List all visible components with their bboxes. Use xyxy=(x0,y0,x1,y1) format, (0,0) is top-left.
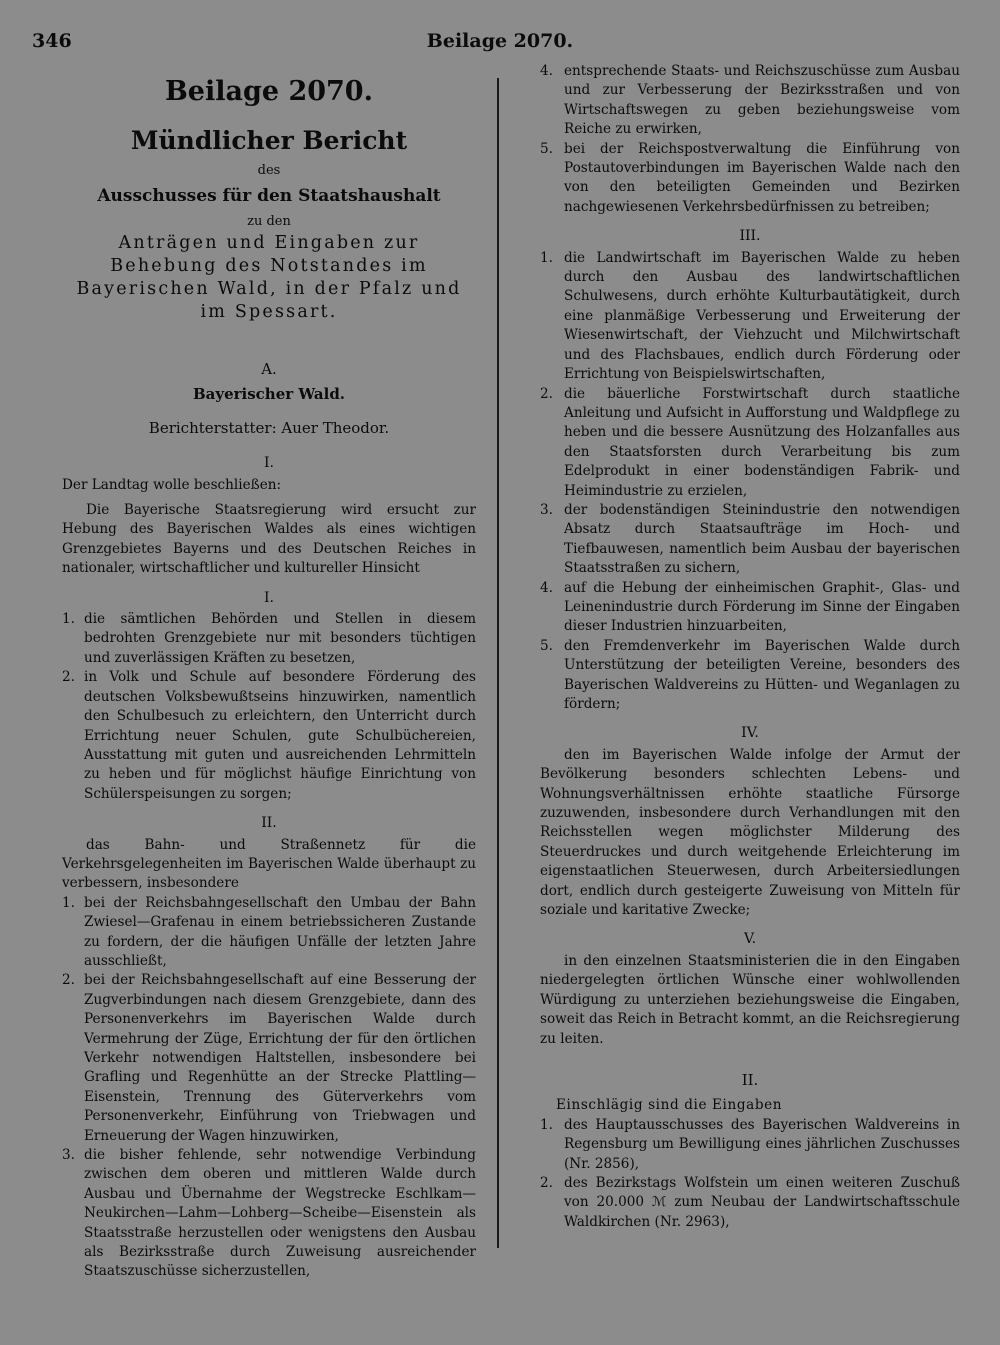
section-letter: A. xyxy=(261,360,277,378)
list-item xyxy=(540,637,960,715)
item-text: die bisher fehlende, sehr notwendige Verbindung zwischen dem oberen und mittleren Walde durch Ausbau und Übernahme der Wegstrecke Eschlkam—Neukirchen—Lahm—Lohberg—Scheibe—Eisenstein als Staatsstraße herzustellen oder wenigstens den Ausbau als Bezirksstraße durch Zuweisung ausreichender Staatszuschüsse sicherzustellen, xyxy=(84,1147,476,1280)
item-number: 1. xyxy=(540,249,553,266)
item-text: der bodenständigen Steinindustrie den notwendigen Absatz durch Staatsaufträge im Hoch- und Tiefbauwesen, namentlich beim Ausbau der bayerischen Staatsstraßen zu sichern, xyxy=(564,501,960,577)
zu-den-label: zu den xyxy=(247,214,291,229)
item-text: in Volk und Schule auf besondere Förderung des deutschen Volksbewußtseins hinzuwirken, namentlich den Schulbesuch zu erleichtern, den Unterricht durch Errichtung neuer Schulen, gute Schulbüchereien, Ausstattung mit guten und ausreichenden Lehrmitteln zu heben und für möglichst häufige Einrichtung von Schülerspeisungen zu sorgen; xyxy=(84,669,476,802)
resolution-intro: Der Landtag wolle beschließen: xyxy=(62,476,282,493)
item-number: 4. xyxy=(540,579,553,596)
sub-ii-list xyxy=(62,894,476,1282)
item-text: die sämtlichen Behörden und Stellen in diesem bedrohten Grenzgebiete nur mit besonders tüchtigen und zuverlässigen Kräften zu besetzen, xyxy=(84,611,476,666)
item-number: 3. xyxy=(62,1147,75,1164)
left-column xyxy=(62,62,476,1282)
sub-iii-roman: III. xyxy=(739,228,761,245)
list-item xyxy=(540,62,960,140)
list-item xyxy=(62,610,476,668)
item-number: 4. xyxy=(540,63,553,79)
sub-iv-text: den im Bayerischen Walde infolge der Armut der Bevölkerung besonders schlechten Lebens- und Wohnungsverhältnissen erhöhte staatliche Fürsorge zuzuwenden, insbesondere durch Verhandlungen mit den Reichsstellen wegen möglichster Milderung des Steuerdruckes und durch weitgehende Erleichterung im eigenstaatlichen Steuerwesen, durch Arbeitersiedlungen dort, endlich durch gesteigerte Zuweisung von Mitteln für soziale und karitative Zwecke; xyxy=(540,746,960,919)
item-number: 2. xyxy=(540,1174,553,1191)
item-text: bei der Reichspostverwaltung die Einführung von Postautoverbindungen im Bayerischen Walde nach den von den beteiligten Gemeinden und Bezirken nachgewiesenen Verkehrsbedürfnissen zu betreiben; xyxy=(564,140,960,215)
sub-ii-roman: II. xyxy=(261,815,277,832)
resolution-lead: Die Bayerische Staatsregierung wird ersucht zur Hebung des Bayerischen Waldes als eines wichtigen Grenzgebietes Bayerns und des Deutschen Reiches in nationaler, wirtschaftlicher und kultureller Hinsicht xyxy=(62,502,476,577)
item-number: 5. xyxy=(540,637,553,654)
list-item xyxy=(62,894,476,972)
beilage-title: Beilage 2070. xyxy=(164,76,373,107)
des-label: des xyxy=(257,163,281,178)
item-text: entsprechende Staats- und Reichszuschüsse zum Ausbau und zur Verbesserung der Bezirksstraßen und von Wirtschaftswegen zu geben beziehungsweise vom Reiche zu erwirken, xyxy=(564,63,960,138)
item-text: die bäuerliche Forstwirtschaft durch staatliche Anleitung und Aufsicht in Aufforstung und Waldpflege zu heben und die bessere Ausnützung des Holzanfalles aus den Staatsforsten durch Verarbeitung bis zum Edelprodukt in einer bodenständigen Fabrik- und Heimindustrie zu erzielen, xyxy=(564,385,960,499)
item-text: bei der Reichsbahngesellschaft auf eine Besserung der Zugverbindungen nach diesem Grenzgebiete, dann des Personenverkehrs im Bayerischen Walde durch Vermehrung der Züge, Errichtung der für den örtlichen Verkehr notwendigen Haltstellen, insbesondere bei Grafling und Regenhütte an der Strecke Plattling—Eisenstein, Trennung des Güterverkehrs vom Personenverkehr, Einführung von Triebwagen und Erneuerung der Wagen hinzuwirken, xyxy=(84,972,476,1144)
item-text: den Fremdenverkehr im Bayerischen Walde durch Unterstützung der beteiligten Vereine, besonders des Bayerischen Waldvereins zu Hütten- und Weganlagen zu fördern; xyxy=(564,637,960,712)
item-text: bei der Reichsbahngesellschaft den Umbau der Bahn Zwiesel—Grafenau in einem betriebssicheren Zustande zu fordern, der die häufigen Unfälle der letzten Jahre ausschließt, xyxy=(84,894,476,969)
reporter-line: Berichterstatter: Auer Theodor. xyxy=(148,418,390,437)
column-divider xyxy=(497,78,499,1248)
sub-iv-roman: IV. xyxy=(741,725,759,742)
list-item xyxy=(540,1116,960,1174)
sub-i-roman: I. xyxy=(264,589,274,606)
item-text: des Hauptausschusses des Bayerischen Waldvereins in Regensburg um Bewilligung eines jährlichen Zuschusses (Nr. 2856), xyxy=(564,1116,960,1172)
right-column xyxy=(540,62,960,1232)
sub-iii-list xyxy=(540,249,960,715)
petitions-list xyxy=(540,1116,960,1232)
item-number: 5. xyxy=(540,140,553,157)
list-item xyxy=(540,385,960,501)
part-one-roman: I. xyxy=(264,455,274,472)
part-two-intro: Einschlägig sind die Eingaben xyxy=(556,1097,783,1114)
item-number: 1. xyxy=(62,611,75,628)
section-title: Bayerischer Wald. xyxy=(192,385,346,404)
part-two-roman: II. xyxy=(741,1070,759,1089)
list-item xyxy=(540,501,960,579)
list-item xyxy=(540,1174,960,1232)
page-number: 346 xyxy=(32,30,72,52)
sub-v-roman: V. xyxy=(743,931,757,948)
list-item xyxy=(62,971,476,1146)
item-number: 3. xyxy=(540,501,553,518)
item-text: auf die Hebung der einheimischen Graphit-, Glas- und Leinenindustrie durch Förderung im Sinne der Eingaben dieser Industrien hinzuarbeiten, xyxy=(564,579,960,635)
list-item xyxy=(540,140,960,218)
subject-line: Anträgen und Eingaben zur Behebung des Notstandes im Bayerischen Wald, in der Pfalz und im Spessart. xyxy=(76,233,462,322)
list-item xyxy=(62,1146,476,1282)
item-text: die Landwirtschaft im Bayerischen Walde zu heben durch den Ausbau des landwirtschaftlichen Schulwesens, durch erhöhte Kulturbautätigkeit, durch eine planmäßige Verbesserung und Erweiterung der Wiesenwirtschaft, der Viehzucht und Milchwirtschaft und des Flachsbaues, endlich durch Förderung oder Errichtung von Beispielswirtschaften, xyxy=(564,249,960,383)
item-number: 1. xyxy=(540,1116,553,1133)
committee-name: Ausschusses für den Staatshaushalt xyxy=(97,186,441,206)
item-number: 2. xyxy=(62,972,75,989)
list-item xyxy=(540,579,960,637)
item-text: des Bezirkstags Wolfstein um einen weiteren Zuschuß von 20.000 ℳ zum Neubau der Landwirtschaftsschule Waldkirchen (Nr. 2963), xyxy=(564,1174,960,1230)
sub-ii-list-continued xyxy=(540,62,960,217)
report-heading: Mündlicher Bericht xyxy=(130,126,408,155)
list-item xyxy=(540,249,960,385)
sub-i-list xyxy=(62,610,476,804)
sub-ii-intro: das Bahn- und Straßennetz für die Verkehrsgelegenheiten im Bayerischen Walde überhaupt zu verbessern, insbesondere xyxy=(62,836,476,892)
item-number: 1. xyxy=(62,894,75,911)
sub-v-text: in den einzelnen Staatsministerien die in den Eingaben niedergelegten örtlichen Wünsche einer wohlwollenden Würdigung zu unterziehen beziehungsweise die Eingaben, soweit das Reich in Betracht kommt, an die Reichsregierung zu leiten. xyxy=(540,952,960,1047)
item-number: 2. xyxy=(62,669,75,686)
running-title: Beilage 2070. xyxy=(426,30,574,52)
list-item xyxy=(62,668,476,804)
item-number: 2. xyxy=(540,385,553,402)
